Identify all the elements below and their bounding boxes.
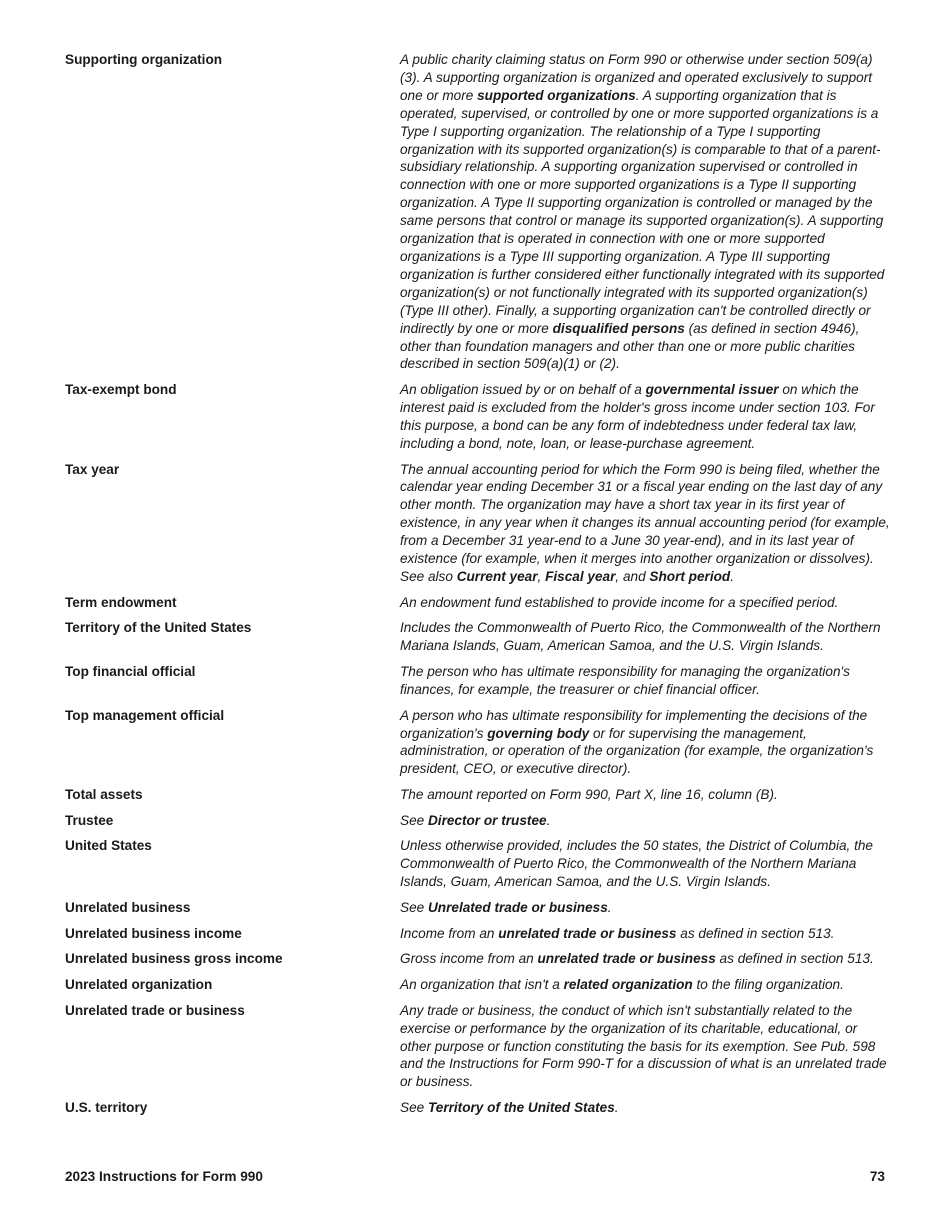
glossary-entry (65, 812, 890, 830)
glossary-definition (400, 837, 890, 891)
glossary-definition (400, 51, 890, 373)
glossary-term: Unrelated organization (65, 977, 213, 993)
glossary-entry (65, 381, 890, 453)
definition-text: . (607, 899, 612, 915)
glossary-entry (65, 837, 890, 891)
definition-text: A public charity claiming status on Form 990 or otherwise under section 509(a)(3). A supporting organization is organized and operated exclusively to support one or more (400, 52, 873, 103)
defined-term-reference: unrelated trade or business (537, 951, 716, 967)
definition-text: The person who has ultimate responsibility for managing the organization's finances, for example, the treasurer or chief financial officer. (400, 663, 850, 697)
defined-term-reference: governmental issuer (645, 382, 779, 398)
glossary-definition (400, 1099, 890, 1117)
glossary-definition (400, 461, 890, 586)
glossary-definition (400, 812, 890, 830)
definition-text: . (614, 1100, 619, 1116)
definition-text: See (400, 812, 428, 828)
definition-text: A person who has ultimate responsibility for implementing the decisions of the organization's (400, 707, 868, 741)
glossary-definition (400, 594, 890, 612)
glossary-entry (65, 1002, 890, 1092)
definition-text: The annual accounting period for which the Form 990 is being filed, whether the calendar year ending December 31 or a fiscal year ending on the last day of any other month. The organization may have a short tax year in its first year of existence, in any year when it changes its annual accounting period (for example, from a December 31 year-end to a June 30 year-end), and in its last year of existence (for example, when it merges into another organization or dissolves). See also (400, 461, 890, 584)
definition-text: , and (615, 568, 650, 584)
definition-text: . (730, 568, 734, 584)
definition-text: as defined in section 513. (676, 925, 835, 941)
defined-term-reference: related organization (563, 977, 693, 993)
glossary-term: Trustee (65, 812, 114, 828)
definition-text: See (400, 899, 428, 915)
defined-term-reference: Territory of the United States (427, 1100, 615, 1116)
glossary-term: Territory of the United States (65, 620, 252, 636)
definition-text: (as defined in section 4946), other than foundation managers and other than one or more public charities described in section 509(a)(1) or (2). (400, 320, 860, 372)
glossary-term: Unrelated business income (65, 925, 242, 941)
glossary-term: Supporting organization (65, 52, 223, 67)
glossary-entry (65, 925, 890, 943)
glossary-term: Top financial official (65, 663, 196, 679)
defined-term-reference: Unrelated trade or business (427, 899, 608, 915)
glossary-entry (65, 1099, 890, 1117)
glossary-term: Total assets (65, 787, 143, 803)
defined-term-reference: Director or trustee (427, 812, 547, 828)
glossary-definition (400, 786, 890, 804)
glossary-entry (65, 786, 890, 804)
defined-term-reference: Fiscal year (545, 568, 616, 584)
page-footer (65, 1168, 885, 1186)
definition-text: . (546, 812, 551, 828)
definition-text: Unless otherwise provided, includes the 50 states, the District of Columbia, the Commonwealth of Puerto Rico, the Commonwealth of the Northern Mariana Islands, Guam, American Samoa, and the U.S. Virgin Islands. (400, 838, 873, 890)
defined-term-reference: disqualified persons (552, 320, 685, 336)
glossary-term: Unrelated trade or business (65, 1002, 245, 1018)
defined-term-reference: unrelated trade or business (498, 925, 677, 941)
defined-term-reference: Current year (456, 568, 538, 584)
definition-text: Any trade or business, the conduct of which isn't substantially related to the exercise or performance by the organization of its charitable, educational, or other purpose or function constituting the basis for its exemption. See Pub. 598 and the Instructions for Form 990-T for a discussion of what is an unrelated trade or business. (400, 1002, 887, 1090)
glossary-entry (65, 51, 890, 373)
glossary-term: United States (65, 838, 152, 854)
glossary-entry (65, 950, 890, 968)
glossary-entry (65, 619, 890, 655)
definition-text: An organization that isn't a (400, 977, 564, 993)
glossary-entry (65, 594, 890, 612)
defined-term-reference: Short period (649, 568, 731, 584)
glossary-definition (400, 619, 890, 655)
definition-text: as defined in section 513. (715, 951, 874, 967)
glossary-term: Unrelated business (65, 899, 191, 915)
definition-text: The amount reported on Form 990, Part X, line 16, column (B). (400, 787, 778, 803)
definition-text: . A supporting organization that is operated, supervised, or controlled by one or more supported organizations is a Type I supporting organization. The relationship of a Type I supporting organization with its supported organization(s) is comparable to that of a parent-subsidiary relationship. A supporting organization supervised or controlled in connection with one or more supported organizations is a Type II supporting organization. A Type II supporting organization is controlled or managed by the same persons that control or manage its supported organization(s). A supporting organization that is operated in connection with one or more supported organizations is a Type III supporting organization. A Type III supporting organization is further considered either functionally integrated with its supported organization(s) or not functionally integrated with its supported organization(s) (Type III other). Finally, a supporting organization can't be controlled directly or indirectly by one or more (400, 87, 885, 336)
definition-text: Includes the Commonwealth of Puerto Rico, the Commonwealth of the Northern Mariana Islands, Guam, American Samoa, and the U.S. Virgin Islands. (400, 620, 881, 654)
glossary-definition (400, 381, 890, 453)
definition-text: or for supervising the management, administration, or operation of the organization (for example, the organization's president, CEO, or executive director). (400, 725, 874, 777)
glossary-definition (400, 707, 890, 779)
glossary-term: Tax-exempt bond (65, 382, 177, 398)
glossary-entry (65, 663, 890, 699)
glossary-definition (400, 976, 890, 994)
footer-document-title: 2023 Instructions for Form 990 (65, 1169, 263, 1184)
definition-text: , (537, 568, 546, 584)
definition-text: An obligation issued by or on behalf of a (400, 382, 646, 398)
glossary-definition (400, 925, 890, 943)
glossary-definition (400, 950, 890, 968)
glossary-term: Unrelated business gross income (65, 951, 283, 967)
glossary-list (65, 51, 890, 1125)
glossary-entry (65, 707, 890, 779)
definition-text: on which the interest paid is excluded from the holder's gross income under section 103. For this purpose, a bond can be any form of indebtedness under federal tax law, including a bond, note, loan, or lease-purchase agreement. (400, 382, 875, 451)
definition-text: to the filing organization. (692, 977, 844, 993)
glossary-definition (400, 663, 890, 699)
glossary-definition (400, 1002, 890, 1092)
glossary-entry (65, 976, 890, 994)
footer-page-number: 73 (869, 1169, 885, 1184)
defined-term-reference: supported organizations (477, 87, 636, 103)
glossary-term: Tax year (65, 461, 120, 477)
defined-term-reference: governing body (487, 725, 590, 741)
glossary-term: U.S. territory (65, 1100, 148, 1116)
glossary-definition (400, 899, 890, 917)
glossary-entry (65, 899, 890, 917)
glossary-entry (65, 461, 890, 586)
glossary-term: Term endowment (65, 594, 177, 610)
glossary-term: Top management official (65, 707, 225, 723)
definition-text: See (400, 1100, 428, 1116)
definition-text: Gross income from an (400, 951, 538, 967)
definition-text: An endowment fund established to provide income for a specified period. (400, 594, 839, 610)
definition-text: Income from an (400, 925, 499, 941)
